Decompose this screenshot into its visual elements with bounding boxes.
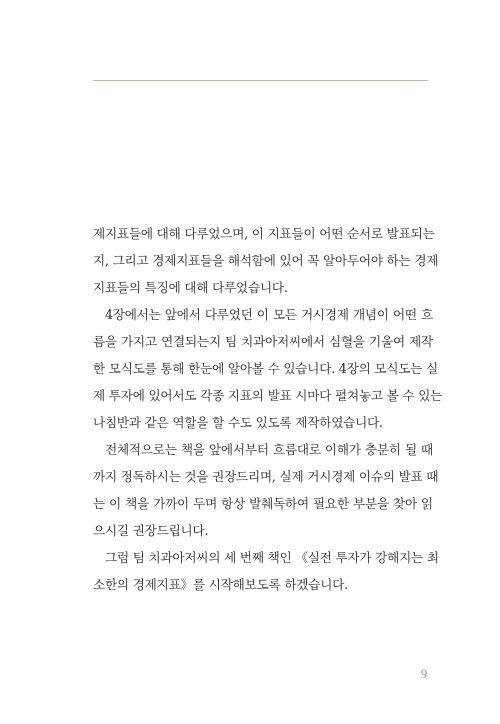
text-line: 4장에서는 앞에서 다루었던 이 모든 거시경제 개념이 어떤 흐 (105, 307, 433, 322)
text-line: 지, 그리고 경제지표들을 해석함에 있어 꼭 알아두어야 하는 경제 (93, 253, 439, 268)
text-line: 으시길 권장드립니다. (93, 523, 209, 538)
text-line: 제지표들에 대해 다루었으며, 이 지표들이 어떤 순서로 발표되는 (93, 226, 435, 241)
text-line: 제 투자에 있어서도 각종 지표의 발표 시마다 펼쳐놓고 볼 수 있는 (93, 388, 443, 403)
text-line: 전체적으로는 책을 앞에서부터 흐름대로 이해가 충분히 될 때 (105, 442, 433, 457)
text-line: 는 이 책을 가까이 두며 항상 발췌독하여 필요한 부분을 찾아 읽 (93, 496, 433, 511)
header-rule (93, 80, 428, 81)
body-text (93, 220, 443, 598)
text-line: 소한의 경제지표》를 시작해보도록 하겠습니다. (93, 577, 348, 592)
text-line: 름을 가지고 연결되는지 팀 치과아저씨에서 심혈을 기울여 제작 (93, 334, 433, 349)
text-line: 까지 정독하시는 것을 권장드리며, 실제 거시경제 이슈의 발표 때 (93, 469, 439, 484)
text-line: 한 모식도를 통해 한눈에 알아볼 수 있습니다. 4장의 모식도는 실 (93, 361, 438, 376)
page-number: 9 (420, 666, 428, 681)
text-line: 나침반과 같은 역할을 할 수도 있도록 제작하였습니다. (93, 415, 383, 430)
text-line: 지표들의 특징에 대해 다루었습니다. (93, 280, 288, 295)
text-line: 그럼 팀 치과아저씨의 세 번째 책인 《실전 투자가 강해지는 최 (105, 550, 439, 565)
